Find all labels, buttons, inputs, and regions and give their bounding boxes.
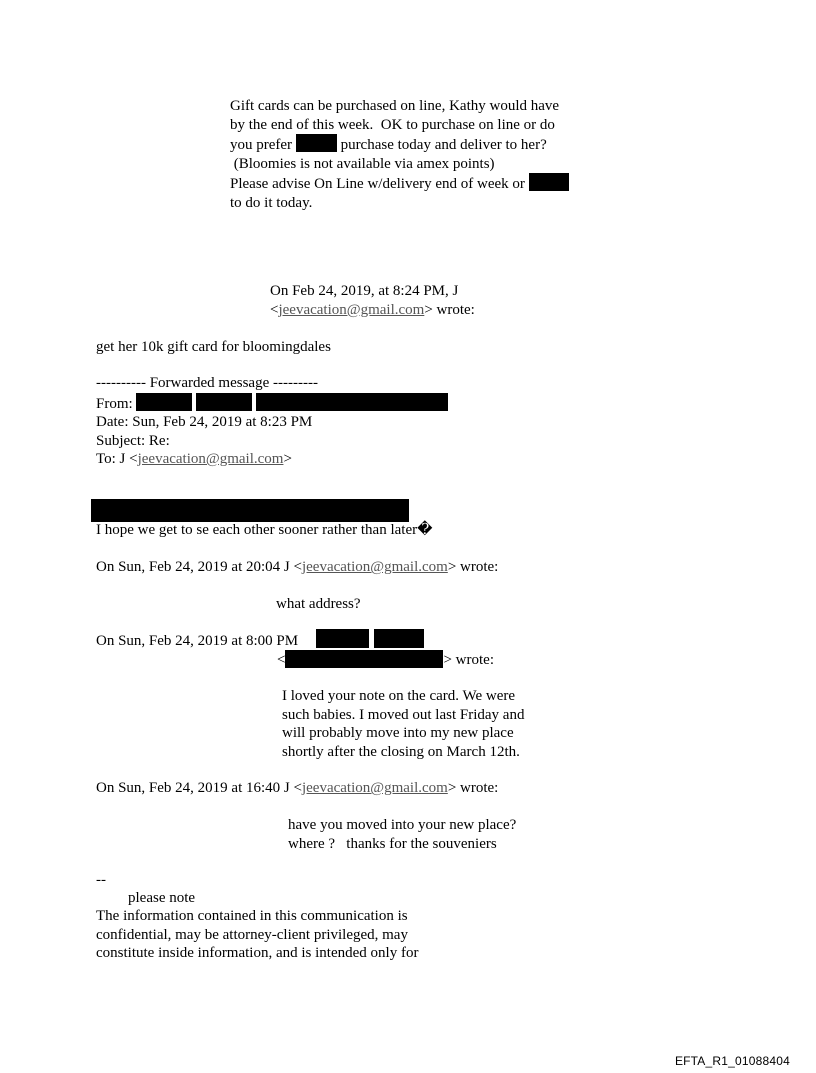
reply-text: purchase today and deliver to her? — [340, 137, 547, 153]
reply-line — [230, 173, 569, 194]
redaction-box — [91, 499, 409, 522]
redaction-box — [285, 650, 443, 668]
disclaimer-line: constitute inside information, and is intended only for — [96, 945, 419, 961]
message-block — [282, 687, 524, 761]
message-line: I loved your note on the card. We were — [282, 688, 516, 704]
redaction-box — [374, 629, 424, 648]
quote-header-2 — [96, 558, 498, 577]
message-line: where ? thanks for the souveniers — [288, 835, 497, 852]
subject-line: Subject: Re: — [96, 432, 170, 449]
forwarded-divider: ---------- Forwarded message --------- — [96, 375, 318, 391]
bates-number: EFTA_R1_01088404 — [674, 1054, 790, 1068]
disclaimer-line: confidential, may be attorney-client privileged, may — [96, 926, 408, 943]
to-prefix: To: J < — [96, 451, 138, 467]
quote-header-suffix: > wrote: — [447, 780, 499, 796]
reply-line — [230, 134, 569, 155]
wrote-text: > wrote: — [443, 652, 494, 668]
date-line: Date: Sun, Feb 24, 2019 at 8:23 PM — [96, 414, 313, 430]
disclaimer-line: The information contained in this communication is — [96, 908, 408, 924]
quote-header-line — [270, 301, 475, 320]
message-line: shortly after the closing on March 12th. — [282, 743, 520, 760]
redaction-box — [316, 629, 369, 648]
quote-header-1 — [270, 282, 475, 319]
reply-text: Please advise On Line w/delivery end of week or — [230, 176, 525, 192]
forwarded-message-header — [96, 374, 448, 469]
wrote-text: > wrote: — [424, 301, 475, 318]
from-label: From: — [96, 395, 133, 412]
reply-text: you prefer — [230, 137, 293, 153]
email-link[interactable]: jeevacation@gmail.com — [137, 451, 284, 467]
signature-dashes: -- — [96, 872, 106, 888]
message-text: get her 10k gift card for bloomingdales — [96, 339, 331, 355]
reply-block — [230, 97, 569, 212]
redaction-box — [196, 393, 252, 411]
quote-header-3-line2 — [277, 650, 494, 670]
message-line: such babies. I moved out last Friday and — [282, 706, 525, 723]
from-line — [96, 393, 448, 414]
please-note: please note — [128, 890, 196, 906]
redaction-box — [136, 393, 192, 411]
email-link[interactable]: jeevacation@gmail.com — [278, 301, 425, 318]
redaction-box — [296, 134, 337, 152]
to-suffix: > — [283, 451, 292, 467]
message-block — [288, 816, 516, 853]
redaction-box — [256, 393, 448, 411]
redaction-box — [529, 173, 569, 191]
message-line: will probably move into my new place — [282, 725, 514, 741]
quote-header-prefix: On Sun, Feb 24, 2019 at 20:04 J < — [96, 559, 302, 575]
quote-header-line: On Feb 24, 2019, at 8:24 PM, J — [270, 283, 459, 299]
quote-header-4 — [96, 779, 498, 798]
quote-header-3: On Sun, Feb 24, 2019 at 8:00 PM — [96, 633, 299, 649]
reply-line: by the end of this week. OK to purchase on line or do — [230, 116, 555, 133]
quote-header-prefix: On Sun, Feb 24, 2019 at 16:40 J < — [96, 780, 302, 796]
disclaimer-block — [96, 907, 418, 963]
email-link[interactable]: jeevacation@gmail.com — [301, 559, 448, 575]
to-line — [96, 450, 448, 469]
email-link[interactable]: jeevacation@gmail.com — [301, 780, 448, 796]
message-text: what address? — [276, 596, 361, 612]
angle-bracket: < — [277, 652, 286, 668]
message-text: I hope we get to se each other sooner rather than later� — [96, 522, 433, 538]
message-line: have you moved into your new place? — [288, 817, 517, 833]
reply-line: to do it today. — [230, 194, 313, 211]
quote-header-suffix: > wrote: — [447, 559, 499, 575]
reply-line: Gift cards can be purchased on line, Kathy would have — [230, 98, 560, 114]
reply-line: (Bloomies is not available via amex points) — [230, 155, 495, 172]
angle-bracket: < — [270, 301, 279, 318]
